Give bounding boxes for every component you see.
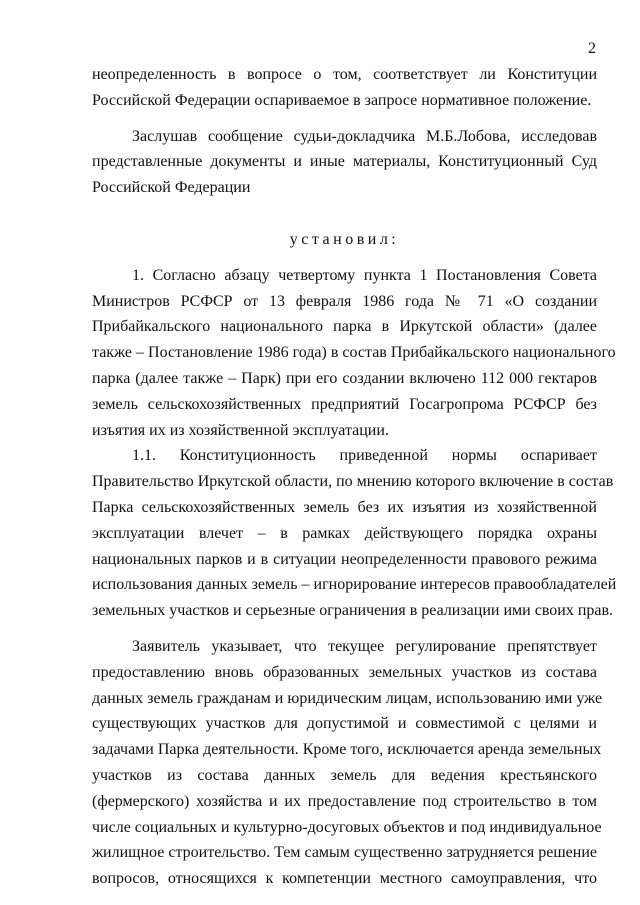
page-number: 2 bbox=[588, 40, 596, 57]
section-heading: установил: bbox=[289, 230, 400, 248]
text-line: Заслушав сообщение судьи-докладчика М.Б.Лобова, исследовав bbox=[132, 127, 597, 145]
paragraph-continuation bbox=[92, 62, 597, 114]
text-line: использования данных земель – игнорирование интересов правообладателей bbox=[92, 576, 617, 594]
text-line: эксплуатации влечет – в рамках действующего порядка охраны bbox=[92, 524, 597, 542]
text-line: данных земель гражданам и юридическим лицам, использованию ими уже bbox=[92, 689, 603, 707]
text-line: 1. Согласно абзацу четвертому пункта 1 Постановления Совета bbox=[132, 266, 597, 284]
text-line: Заявитель указывает, что текущее регулирование препятствует bbox=[132, 637, 597, 655]
text-line: существующих участков для допустимой и совместимой с целями и bbox=[92, 715, 597, 733]
document-body bbox=[92, 62, 617, 892]
text-line: Парка сельскохозяйственных земель без их изъятия из хозяйственной bbox=[92, 498, 597, 516]
text-line: также – Постановление 1986 года) в состав Прибайкальского национального bbox=[92, 344, 616, 362]
text-line: неопределенность в вопросе о том, соответствует ли Конституции bbox=[92, 66, 597, 83]
text-line: Правительство Иркутской области, по мнению которого включение в состав bbox=[92, 473, 614, 491]
text-line: земель сельскохозяйственных предприятий Госагропрома РСФСР без bbox=[92, 395, 597, 413]
paragraph-hearing bbox=[92, 124, 597, 201]
text-line: жилищное строительство. Тем самым существенно затрудняется решение bbox=[92, 844, 597, 862]
text-line: 1.1. Конституционность приведенной нормы оспаривает bbox=[132, 447, 597, 465]
text-line: земельных участков и серьезные ограничения в реализации ими своих прав. bbox=[92, 602, 614, 620]
text-line: числе социальных и культурно-досуговых объектов и под индивидуальное bbox=[92, 818, 602, 836]
text-line: Прибайкальского национального парка в Иркутской области» (далее bbox=[92, 318, 597, 336]
text-line: задачами Парка деятельности. Кроме того, исключается аренда земельных bbox=[92, 741, 602, 759]
text-line: национальных парков и в ситуации неопределенности правового режима bbox=[92, 550, 597, 568]
text-line: участков из состава данных земель для ведения крестьянского bbox=[92, 766, 597, 784]
text-line: Российской Федерации оспариваемое в запросе нормативное положение. bbox=[92, 91, 592, 109]
text-line: парка (далее также – Парк) при его создании включено 112 000 гектаров bbox=[92, 369, 597, 387]
text-line: представленные документы и иные материалы, Конституционный Суд bbox=[92, 153, 597, 171]
text-line: вопросов, относящихся к компетенции местного самоуправления, что bbox=[92, 870, 597, 888]
text-line: предоставлению вновь образованных земельных участков из состава bbox=[92, 663, 597, 681]
text-line: изъятия их из хозяйственной эксплуатации. bbox=[92, 421, 389, 439]
paragraph-point-1-1 bbox=[92, 443, 617, 624]
paragraph-point-1 bbox=[92, 263, 616, 444]
text-line: (фермерского) хозяйства и их предоставление под строительство в том bbox=[92, 792, 597, 810]
text-line: Российской Федерации bbox=[92, 179, 251, 197]
text-line: Министров РСФСР от 13 февраля 1986 года № 71 «О создании bbox=[92, 292, 597, 310]
paragraph-applicant bbox=[92, 634, 603, 892]
